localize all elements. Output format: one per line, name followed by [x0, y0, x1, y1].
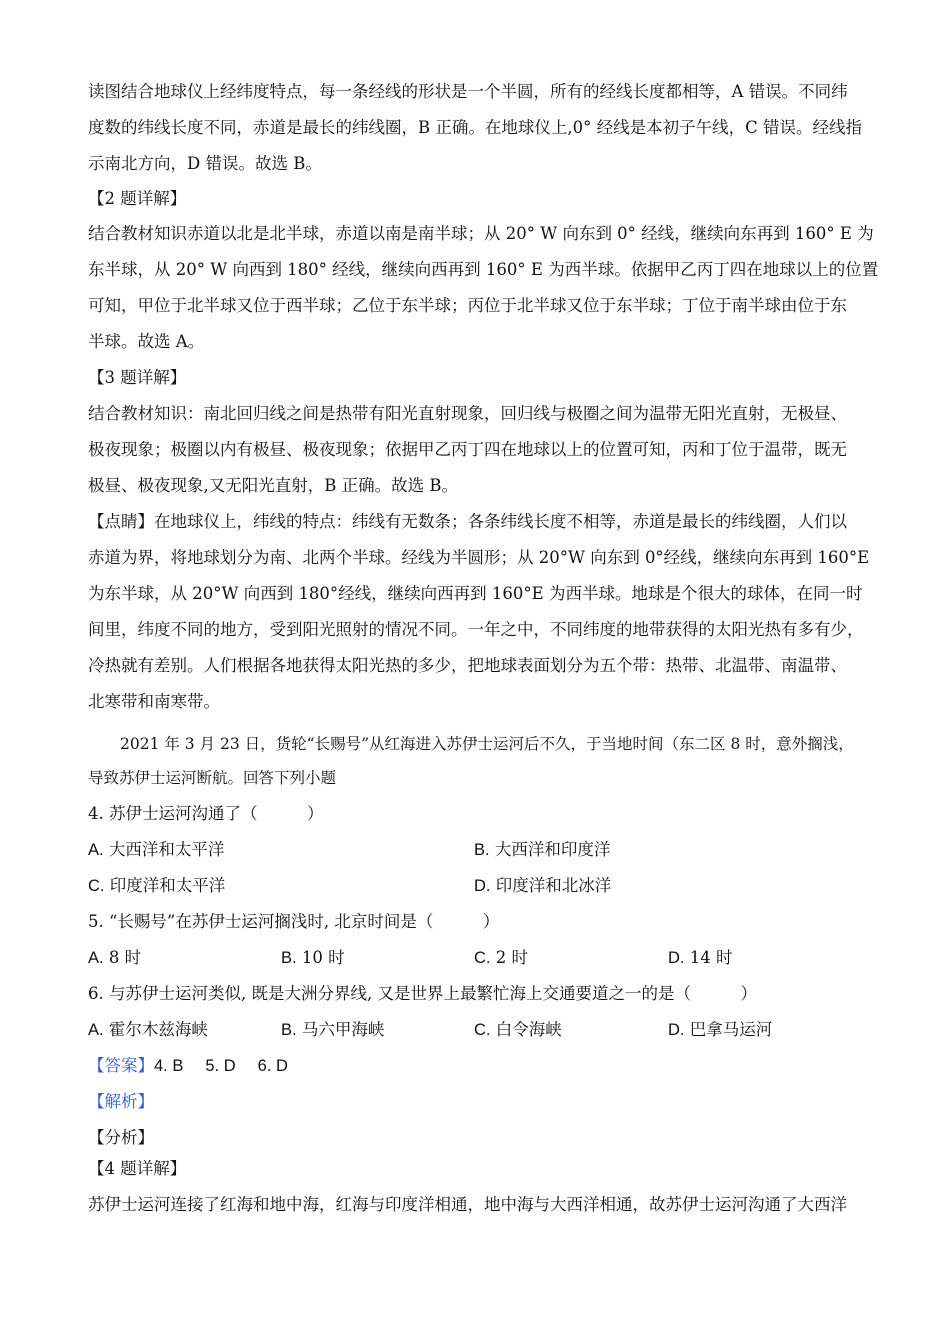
answer-line	[88, 1054, 288, 1078]
q6-option-c[interactable]	[474, 1018, 562, 1042]
paragraph2-line3: 可知，甲位于北半球又位于西半球；乙位于东半球；丙位于北半球又位于东半球；丁位于南半球由位于东	[88, 296, 847, 315]
question-4-stem: 4. 苏伊士运河沟通了（ ）	[88, 804, 324, 823]
q5-option-b[interactable]	[281, 946, 345, 970]
q5-option-c[interactable]	[474, 946, 528, 970]
q2-heading: 【2 题详解】	[88, 189, 187, 208]
paragraph1-line2: 度数的纬线长度不同，赤道是最长的纬线圈，B 正确。在地球仪上,0° 经线是本初子午线，C 错误。经线指	[88, 118, 862, 137]
option-text: 2 时	[495, 948, 528, 967]
q5-option-a[interactable]	[88, 946, 141, 970]
option-text: 印度洋和北冰洋	[495, 876, 612, 895]
intro-line1: 2021 年 3 月 23 日，货轮“长赐号”从红海进入苏伊士运河后不久，于当地时间（东二区 8 时，意外搁浅，	[120, 735, 854, 753]
paragraph3-line1: 结合教材知识：南北回归线之间是热带有阳光直射现象，回归线与极圈之间为温带无阳光直射，无极昼、	[88, 404, 847, 423]
paragraph2-line4: 半球。故选 A。	[88, 332, 205, 351]
answer-4: 4. B	[154, 1057, 184, 1075]
tip-text: 在地球仪上，纬线的特点：纬线有无数条；各条纬线长度不相等，赤道是最长的纬线圈，人们以	[154, 512, 847, 531]
option-key: B.	[281, 949, 297, 967]
option-key: D.	[668, 949, 685, 967]
option-text: 白令海峡	[495, 1020, 562, 1039]
q5-option-d[interactable]	[668, 946, 733, 970]
option-key: C.	[88, 877, 105, 895]
option-text: 10 时	[301, 948, 345, 967]
option-key: B.	[281, 1021, 297, 1039]
paragraph4-line1: 苏伊士运河连接了红海和地中海，红海与印度洋相通，地中海与大西洋相通，故苏伊士运河沟通了大西洋	[88, 1195, 847, 1214]
option-text: 巴拿马运河	[689, 1020, 773, 1039]
option-key: D.	[668, 1021, 685, 1039]
q6-option-d[interactable]	[668, 1018, 772, 1042]
option-text: 大西洋和太平洋	[108, 840, 225, 859]
tip-label: 【点睛】	[88, 512, 154, 531]
tip-line4: 间里，纬度不同的地方，受到阳光照射的情况不同。一年之中，不同纬度的地带获得的太阳光热有多有少，	[88, 620, 864, 639]
option-text: 马六甲海峡	[301, 1020, 385, 1039]
intro-line2: 导致苏伊士运河断航。回答下列小题	[88, 769, 337, 787]
paragraph1-line1: 读图结合地球仪上经纬度特点，每一条经线的形状是一个半圆，所有的经线长度都相等，A 错误。不同纬	[88, 82, 848, 101]
answer-label: 【答案】	[88, 1056, 154, 1075]
option-key: A.	[88, 1021, 104, 1039]
q4-heading: 【4 题详解】	[88, 1159, 187, 1178]
tip-line2: 赤道为界，将地球划分为南、北两个半球。经线为半圆形；从 20°W 向东到 0°经线，继续向东再到 160°E	[88, 548, 870, 567]
tip-line6: 北寒带和南寒带。	[88, 692, 220, 711]
q3-heading: 【3 题详解】	[88, 368, 187, 387]
option-key: C.	[474, 1021, 491, 1039]
option-text: 印度洋和太平洋	[109, 876, 226, 895]
option-key: D.	[474, 877, 491, 895]
q4-option-d[interactable]	[474, 874, 611, 898]
paragraph3-line2: 极夜现象；极圈以内有极昼、极夜现象；依据甲乙丙丁四在地球以上的位置可知，丙和丁位于温带，既无	[88, 440, 847, 459]
answer-6: 6. D	[257, 1057, 288, 1075]
option-key: A.	[88, 841, 104, 859]
paragraph2-line2: 东半球，从 20° W 向西到 180° 经线，继续向西再到 160° E 为西半球。依据甲乙丙丁四在地球以上的位置	[88, 260, 879, 279]
fenxi-label: 【分析】	[88, 1128, 154, 1147]
paragraph3-line3: 极昼、极夜现象,又无阳光直射，B 正确。故选 B。	[88, 476, 458, 495]
question-6-stem: 6. 与苏伊士运河类似, 既是大洲分界线, 又是世界上最繁忙海上交通要道之一的是（ ）	[88, 984, 757, 1003]
q4-option-b[interactable]	[474, 838, 610, 862]
tip-line5: 冷热就有差别。人们根据各地获得太阳光热的多少，把地球表面划分为五个带：热带、北温带、南温带、	[88, 656, 847, 675]
option-text: 14 时	[689, 948, 733, 967]
q6-option-b[interactable]	[281, 1018, 384, 1042]
tip-line1	[88, 510, 847, 534]
answer-5: 5. D	[205, 1057, 236, 1075]
option-key: A.	[88, 949, 104, 967]
q4-option-c[interactable]	[88, 874, 225, 898]
option-key: C.	[474, 949, 491, 967]
option-text: 霍尔木兹海峡	[108, 1020, 208, 1039]
tip-line3: 为东半球，从 20°W 向西到 180°经线，继续向西再到 160°E 为西半球。地球是个很大的球体，在同一时	[88, 584, 863, 603]
option-key: B.	[474, 841, 490, 859]
q4-option-a[interactable]	[88, 838, 224, 862]
paragraph2-line1: 结合教材知识赤道以北是北半球，赤道以南是南半球；从 20° W 向东到 0° 经线，继续向东再到 160° E 为	[88, 224, 874, 243]
analysis-label: 【解析】	[88, 1092, 154, 1111]
option-text: 大西洋和印度洋	[494, 840, 611, 859]
q6-option-a[interactable]	[88, 1018, 208, 1042]
option-text: 8 时	[108, 948, 142, 967]
question-5-stem: 5. “长赐号”在苏伊士运河搁浅时, 北京时间是（ ）	[88, 912, 500, 931]
paragraph1-line3: 示南北方向，D 错误。故选 B。	[88, 154, 322, 173]
